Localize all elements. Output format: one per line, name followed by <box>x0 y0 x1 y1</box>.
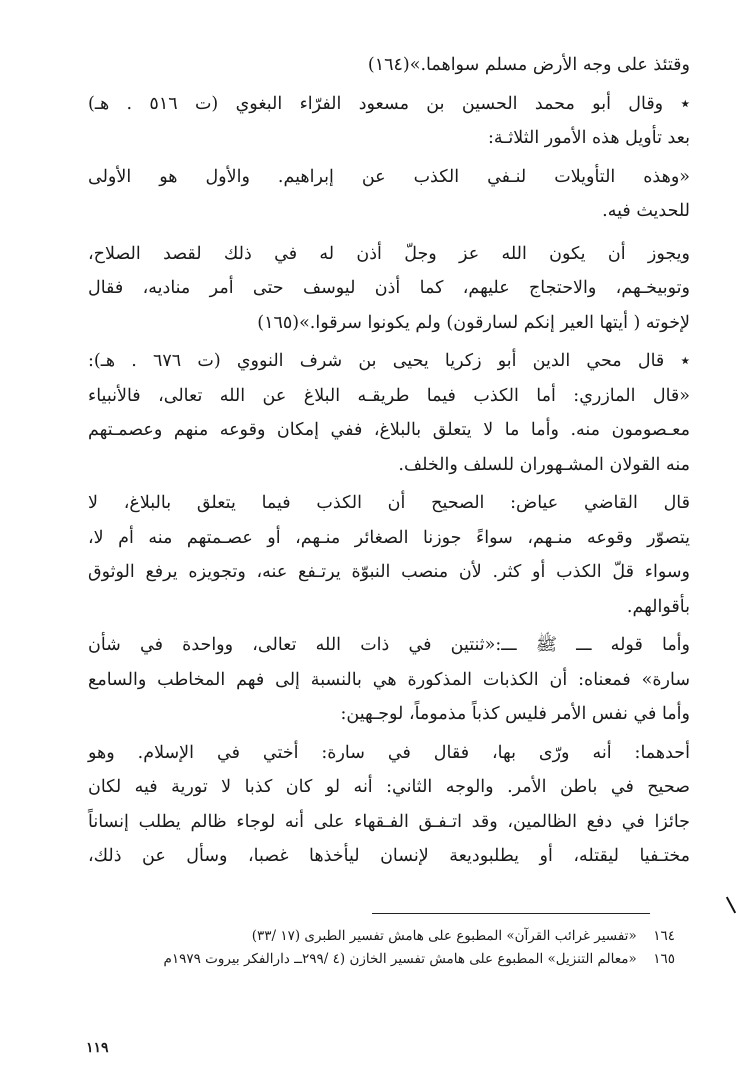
footnote-number: ١٦٥ <box>653 951 675 967</box>
text-line: وتوبيخـهم، والاحتجاج عليهم، كما أذن ليوسف حتى أمر مناديه، فقال <box>88 278 690 298</box>
footnote-separator <box>372 913 650 914</box>
paragraph-permission <box>88 237 690 341</box>
footnote-164 <box>80 925 675 948</box>
text-line: مختـفيا ليقتله، أو يطلبوديعة لإنسان ليأخذها غصبا، وسأل عن ذلك، <box>88 846 690 866</box>
text-line: قال القاضي عياض: الصحيح أن الكذب فيما يتعلق بالبلاغ، لا <box>88 493 690 513</box>
paragraph-qadi-iyad <box>88 486 690 624</box>
footnote-text: «معالم التنزيل» المطبوع على هامش تفسير الخازن (٤ /٢٩٩ــ دارالفكر بيروت ١٩٧٩م <box>163 951 637 967</box>
text-line: وسواء قلّ الكذب أو كثر. لأن منصب النبوّة يرتـفع عنه، وتجويزه يرفع الوثوق <box>88 562 690 582</box>
paragraph-baghawi-intro <box>88 87 690 156</box>
text-line: «وهذه التأويلات لنـفي الكذب عن إبراهيم. والأول هو الأولى <box>88 166 690 187</box>
paragraph-continuation <box>88 48 690 83</box>
text-line: أحدهما: أنه ورّى بها، فقال في سارة: أختي في الإسلام. وهو <box>88 742 690 763</box>
footnote-number: ١٦٤ <box>653 928 675 944</box>
paragraph-nawawi <box>88 344 690 482</box>
footnote-165 <box>80 948 675 971</box>
text-line: وأما قوله ـــ ﷺ ـــ:«ثنتين في ذات الله تعالى، وواحدة في شأن <box>88 635 690 655</box>
text-line: يتصوّر وقوعه منـهم، سواءً جوزنا الصغائر منـهم، أو عصـمتهم منه أم لا، <box>88 527 690 548</box>
page-number: ١١٩ <box>86 1040 109 1056</box>
text-line: سارة» فمعناه: أن الكذبات المذكورة هي بالنسبة إلى فهم المخاطب والسامع <box>88 669 690 690</box>
text-line: منه القولان المشـهوران للسلف والخلف. <box>398 454 690 475</box>
text-line: «قال المازري: أما الكذب فيما طريقـه البلاغ عن الله تعالى، فالأنبياء <box>88 385 690 406</box>
text-line: معـصومون منه. وأما ما لا يتعلق بالبلاغ، ففي إمكان وقوعه منهم وعصمـتهم <box>88 420 690 440</box>
text-line: صحيح في باطن الأمر. والوجه الثاني: أنه لو كان كذبا لا تورية فيه لكان <box>88 777 690 797</box>
paragraph-baghawi-quote <box>88 160 690 229</box>
margin-pen-mark <box>726 897 736 914</box>
footnotes <box>80 925 675 971</box>
text-line: وقتئذ على وجه الأرض مسلم سواهما.»(١٦٤) <box>367 55 690 75</box>
text-line: بأقوالهم. <box>626 596 690 617</box>
paragraph-hadith-meaning <box>88 628 690 732</box>
text-line: ٭ قال محي الدين أبو زكريا يحيى بن شرف النووي (ت ٦٧٦ . هـ): <box>88 351 690 371</box>
text-line: ٭ وقال أبو محمد الحسين بن مسعود الفرّاء البغوي (ت ٥١٦ . هـ) <box>88 93 691 114</box>
footnote-text: «تفسير غرائب القرآن» المطبوع على هامش تفسير الطبرى (١٧ /٣٣) <box>251 928 637 944</box>
text-line: جائزا في دفع الظالمين، وقد اتـفـق الفـقهاء على أنه لوجاء ظالم يطلب إنساناً <box>88 811 690 832</box>
text-line: وأما في نفس الأمر فليس كذباً مذموماً، لوجـهين: <box>340 704 690 724</box>
text-line: لإخوته ( أيتها العير إنكم لسارقون) ولم يكونوا سرقوا.»(١٦٥) <box>257 312 690 333</box>
text-line: بعد تأويل هذه الأمور الثلاثـة: <box>487 128 690 148</box>
paragraph-two-reasons <box>88 736 690 874</box>
text-line: ويجوز أن يكون الله عز وجلّ أذن له في ذلك لقصد الصلاح، <box>88 243 690 264</box>
text-line: للحديث فيه. <box>602 201 690 221</box>
page-body <box>88 48 690 882</box>
